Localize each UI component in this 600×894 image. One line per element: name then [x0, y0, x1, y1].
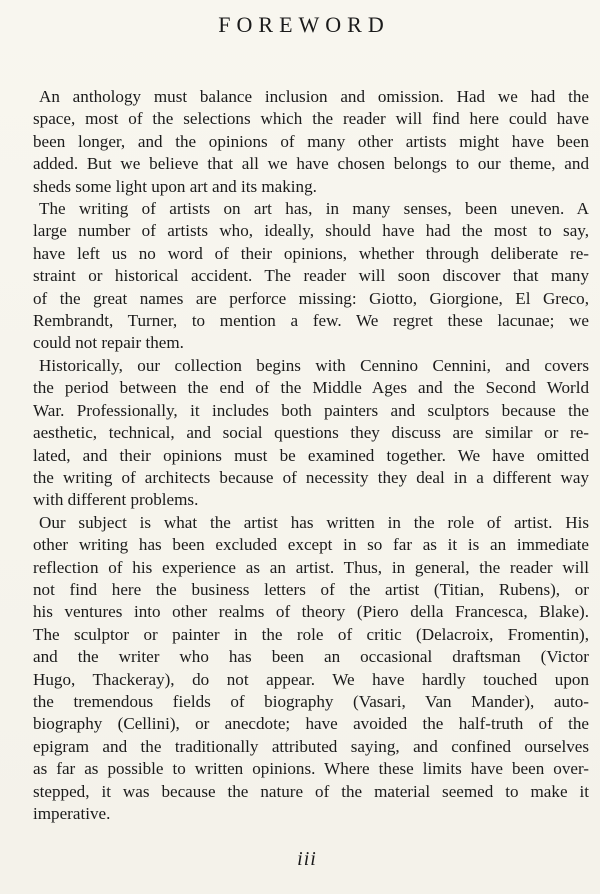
- text-line: Historically, our collection begins with Cennino Cennini, and covers: [39, 355, 589, 375]
- text-line: been longer, and the opinions of many other artists might have been: [33, 131, 589, 151]
- text-line: and the writer who has been an occasional draftsman (Victor: [33, 647, 589, 667]
- page-number: iii: [297, 848, 317, 870]
- text-line: space, most of the selections which the reader will find here could have: [33, 109, 589, 129]
- text-line: Hugo, Thackeray), do not appear. We have hardly touched upon: [33, 669, 589, 689]
- text-line: not find here the business letters of the artist (Titian, Rubens), or: [33, 579, 589, 599]
- text-line: lated, and their opinions must be examined together. We have omitted: [33, 445, 589, 465]
- text-line: Rembrandt, Turner, to mention a few. We regret these lacunae; we: [33, 311, 589, 331]
- text-line: the writing of architects because of necessity they deal in a different way: [33, 467, 589, 487]
- text-line: The writing of artists on art has, in many senses, been uneven. A: [39, 199, 589, 219]
- text-line: could not repair them.: [33, 333, 184, 353]
- foreword-body: [33, 86, 589, 825]
- text-line: An anthology must balance inclusion and omission. Had we had the: [39, 87, 589, 106]
- paragraph-3: [33, 355, 589, 512]
- text-line: straint or historical accident. The reader will soon discover that many: [33, 266, 589, 286]
- text-line: imperative.: [33, 804, 111, 823]
- text-line: stepped, it was because the nature of the material seemed to make it: [33, 781, 589, 801]
- text-line: sheds some light upon art and its making.: [33, 176, 317, 196]
- text-line: other writing has been excluded except in so far as it is an immediate: [33, 535, 589, 555]
- text-line: added. But we believe that all we have chosen belongs to our theme, and: [33, 154, 589, 174]
- text-line: biography (Cellini), or anecdote; have avoided the half-truth of the: [33, 714, 589, 734]
- text-line: with different problems.: [33, 490, 199, 510]
- text-line: aesthetic, technical, and social questions they discuss are similar or re-: [33, 423, 589, 443]
- page-title: FOREWORD: [218, 12, 390, 37]
- text-line: of the great names are perforce missing: Giotto, Giorgione, El Greco,: [33, 288, 589, 308]
- paragraph-1: [33, 86, 589, 198]
- text-line: have left us no word of their opinions, whether through deliberate re-: [33, 243, 589, 263]
- paragraph-2: [33, 198, 589, 355]
- text-line: the tremendous fields of biography (Vasari, Van Mander), auto-: [33, 691, 589, 711]
- text-line: reflection of his experience as an artist. Thus, in general, the reader will: [33, 557, 589, 577]
- text-line: epigram and the traditionally attributed saying, and confined ourselves: [33, 736, 589, 756]
- text-line: his ventures into other realms of theory (Piero della Francesca, Blake).: [33, 602, 589, 622]
- text-line: Our subject is what the artist has written in the role of artist. His: [39, 512, 589, 532]
- text-line: the period between the end of the Middle Ages and the Second World: [33, 378, 589, 398]
- text-line: as far as possible to written opinions. Where these limits have been over-: [33, 759, 589, 779]
- text-line: War. Professionally, it includes both painters and sculptors because the: [33, 400, 589, 420]
- text-line: The sculptor or painter in the role of critic (Delacroix, Fromentin),: [33, 624, 589, 644]
- text-line: large number of artists who, ideally, should have had the most to say,: [33, 221, 589, 241]
- paragraph-4: [33, 512, 589, 826]
